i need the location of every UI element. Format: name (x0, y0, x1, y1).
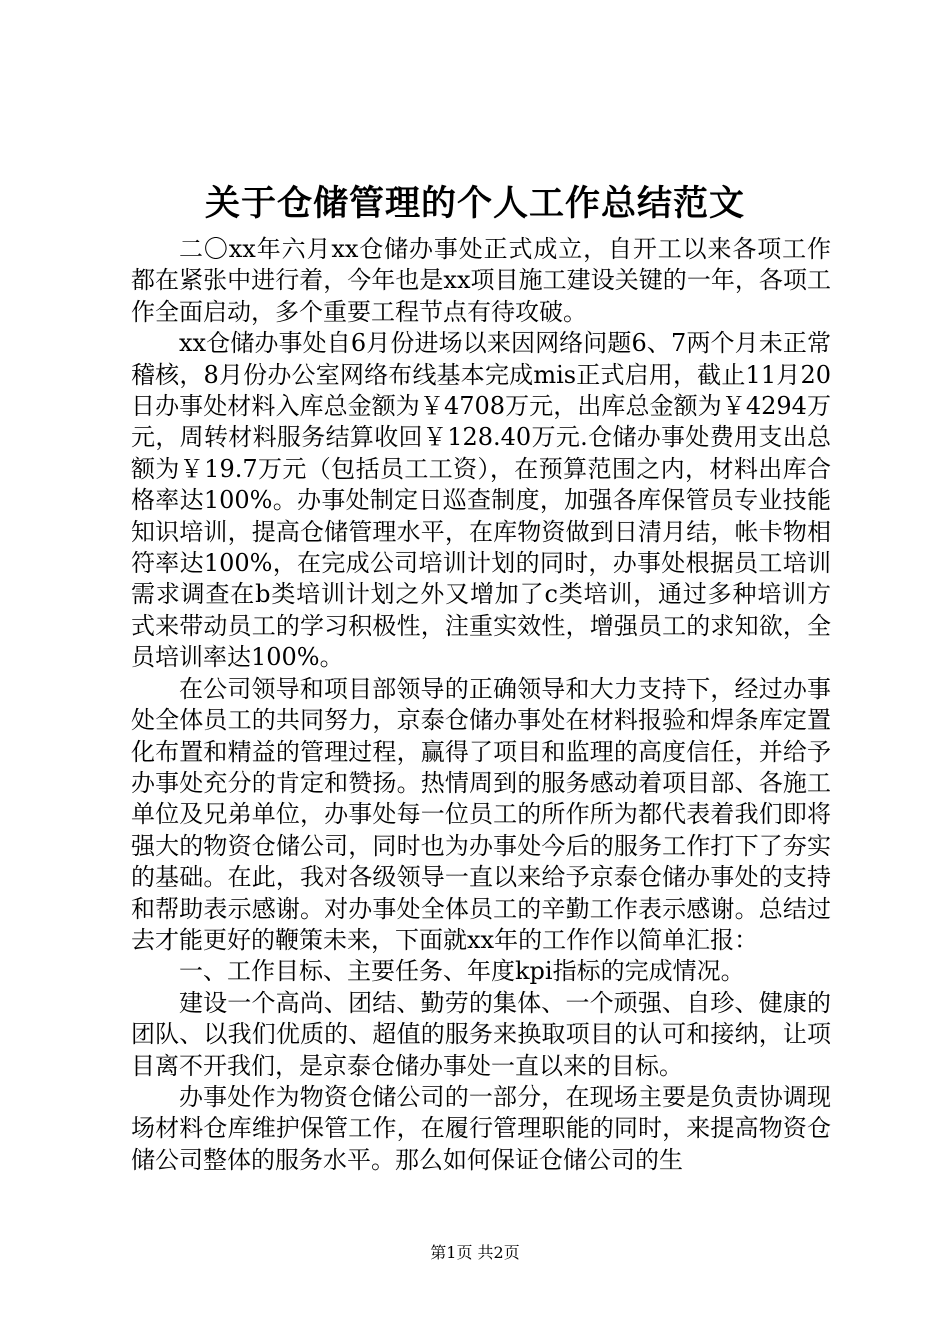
document-body (131, 234, 831, 1176)
document-title: 关于仓储管理的个人工作总结范文 (204, 183, 745, 224)
paragraph-3: 在公司领导和项目部领导的正确领导和大力支持下，经过办事处全体员工的共同努力，京泰仓储办事处在材料报验和焊条库定置化布置和精益的管理过程，赢得了项目和监理的高度信任，并给予办事处充分的肯定和赞扬。热情周到的服务感动着项目部、各施工单位及兄弟单位，办事处每一位员工的所作所为都代表着我们即将强大的物资仓储公司，同时也为办事处今后的服务工作打下了夯实的基础。在此，我对各级领导一直以来给予京泰仓储办事处的支持和帮助表示感谢。对办事处全体员工的辛勤工作表示感谢。总结过去才能更好的鞭策未来，下面就xx年的工作作以简单汇报： (131, 674, 831, 954)
page-footer: 第1页 共2页 (430, 1243, 520, 1262)
paragraph-5: 建设一个高尚、团结、勤劳的集体、一个顽强、自珍、健康的团队、以我们优质的、超值的服务来换取项目的认可和接纳，让项目离不开我们，是京泰仓储办事处一直以来的目标。 (131, 988, 831, 1080)
paragraph-4-heading: 一、工作目标、主要任务、年度kpi指标的完成情况。 (179, 957, 745, 986)
paragraph-2: xx仓储办事处自6月份进场以来因网络问题6、7两个月未正常稽核，8月份办公室网络布线基本完成mis正式启用，截止11月20日办事处材料入库总金额为￥4708万元，出库总金额为￥4294万元，周转材料服务结算收回￥128.40万元.仓储办事处费用支出总额为￥19.7万元（包括员工工资），在预算范围之内，材料出库合格率达100%。办事处制定日巡查制度，加强各库保管员专业技能知识培训，提高仓储管理水平，在库物资做到日清月结，帐卡物相符率达100%，在完成公司培训计划的同时，办事处根据员工培训需求调查在b类培训计划之外又增加了c类培训，通过多种培训方式来带动员工的学习积极性，注重实效性，增强员工的求知欲，全员培训率达100%。 (131, 329, 831, 672)
paragraph-1: 二〇xx年六月xx仓储办事处正式成立，自开工以来各项工作都在紧张中进行着，今年也是xx项目施工建设关键的一年，各项工作全面启动，多个重要工程节点有待攻破。 (131, 235, 831, 326)
paragraph-6: 办事处作为物资仓储公司的一部分，在现场主要是负责协调现场材料仓库维护保管工作，在履行管理职能的同时，来提高物资仓储公司整体的服务水平。那么如何保证仓储公司的生 (131, 1082, 831, 1174)
